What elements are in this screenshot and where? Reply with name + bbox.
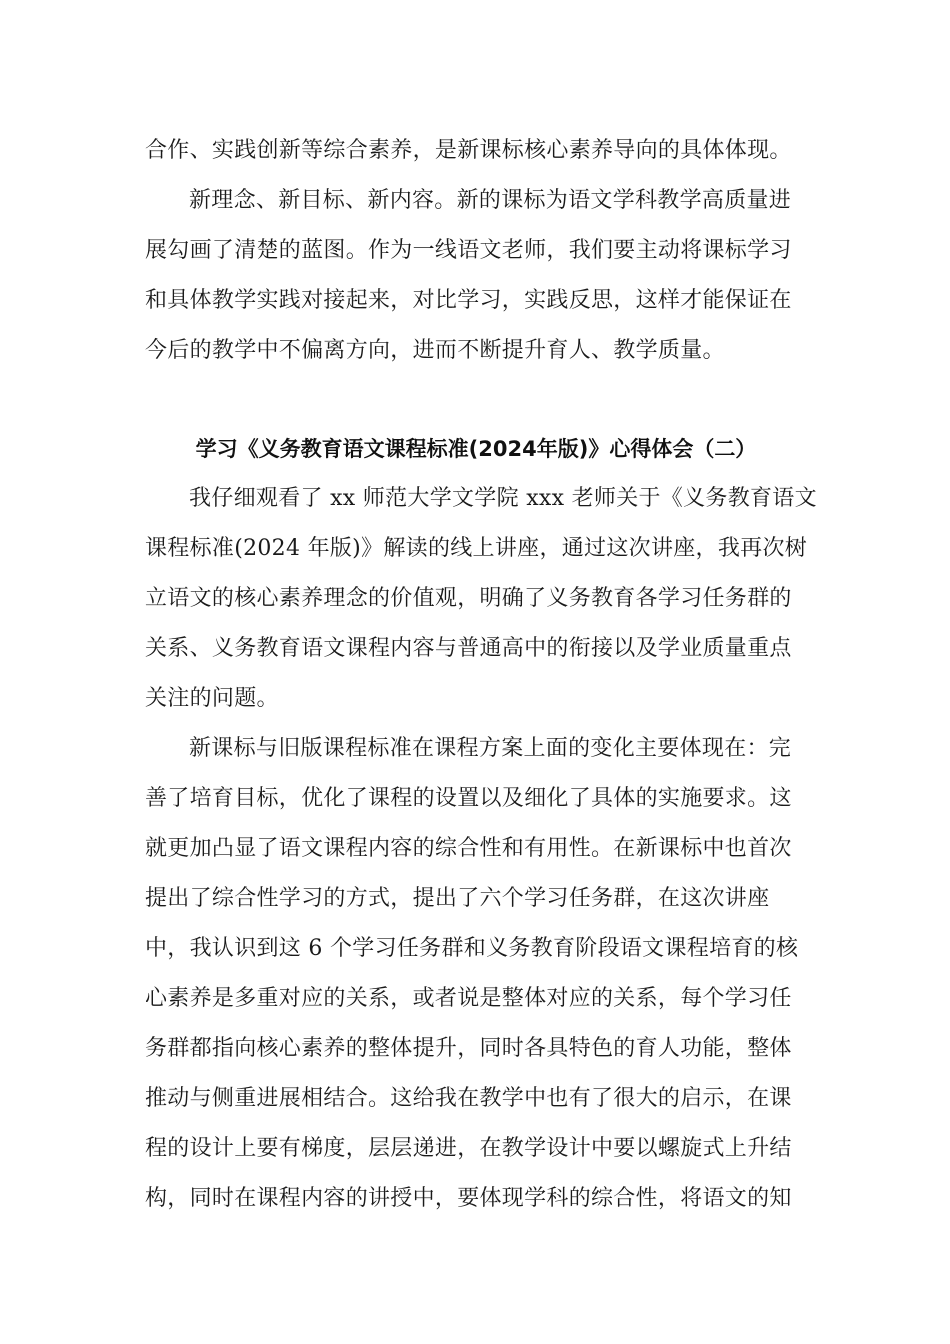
- section-heading: 学习《义务教育语文课程标准(2024年版)》心得体会（二）: [195, 437, 757, 461]
- text-line: 程的设计上要有梯度，层层递进，在教学设计中要以螺旋式上升结: [145, 1136, 792, 1161]
- text-line: 合作、实践创新等综合素养，是新课标核心素养导向的具体体现。: [145, 138, 792, 163]
- text-line: 中，我认识到这 6 个学习任务群和义务教育阶段语文课程培育的核: [145, 936, 799, 961]
- text-line: 构，同时在课程内容的讲授中，要体现学科的综合性，将语文的知: [145, 1186, 792, 1211]
- text-line: 新课标与旧版课程标准在课程方案上面的变化主要体现在：完: [189, 736, 792, 761]
- text-line: 提出了综合性学习的方式，提出了六个学习任务群，在这次讲座: [145, 886, 770, 911]
- text-line: 课程标准(2024 年版)》解读的线上讲座，通过这次讲座，我再次树: [145, 536, 808, 561]
- text-line: 善了培育目标，优化了课程的设置以及细化了具体的实施要求。这: [145, 786, 792, 811]
- text-line: 关注的问题。: [145, 686, 279, 711]
- text-line: 立语文的核心素养理念的价值观，明确了义务教育各学习任务群的: [145, 586, 792, 611]
- text-line: 就更加凸显了语文课程内容的综合性和有用性。在新课标中也首次: [145, 836, 792, 861]
- text-line: 和具体教学实践对接起来，对比学习，实践反思，这样才能保证在: [145, 288, 792, 313]
- text-line: 推动与侧重进展相结合。这给我在教学中也有了很大的启示，在课: [145, 1086, 792, 1111]
- text-line: 务群都指向核心素养的整体提升，同时各具特色的育人功能，整体: [145, 1036, 792, 1061]
- text-line: 我仔细观看了 xx 师范大学文学院 xxx 老师关于《义务教育语文: [189, 486, 817, 511]
- text-line: 关系、义务教育语文课程内容与普通高中的衔接以及学业质量重点: [145, 636, 792, 661]
- text-line: 今后的教学中不偏离方向，进而不断提升育人、教学质量。: [145, 338, 725, 363]
- text-line: 展勾画了清楚的蓝图。作为一线语文老师，我们要主动将课标学习: [145, 238, 792, 263]
- text-line: 新理念、新目标、新内容。新的课标为语文学科教学高质量进: [189, 188, 792, 213]
- text-line: 心素养是多重对应的关系，或者说是整体对应的关系，每个学习任: [145, 986, 792, 1011]
